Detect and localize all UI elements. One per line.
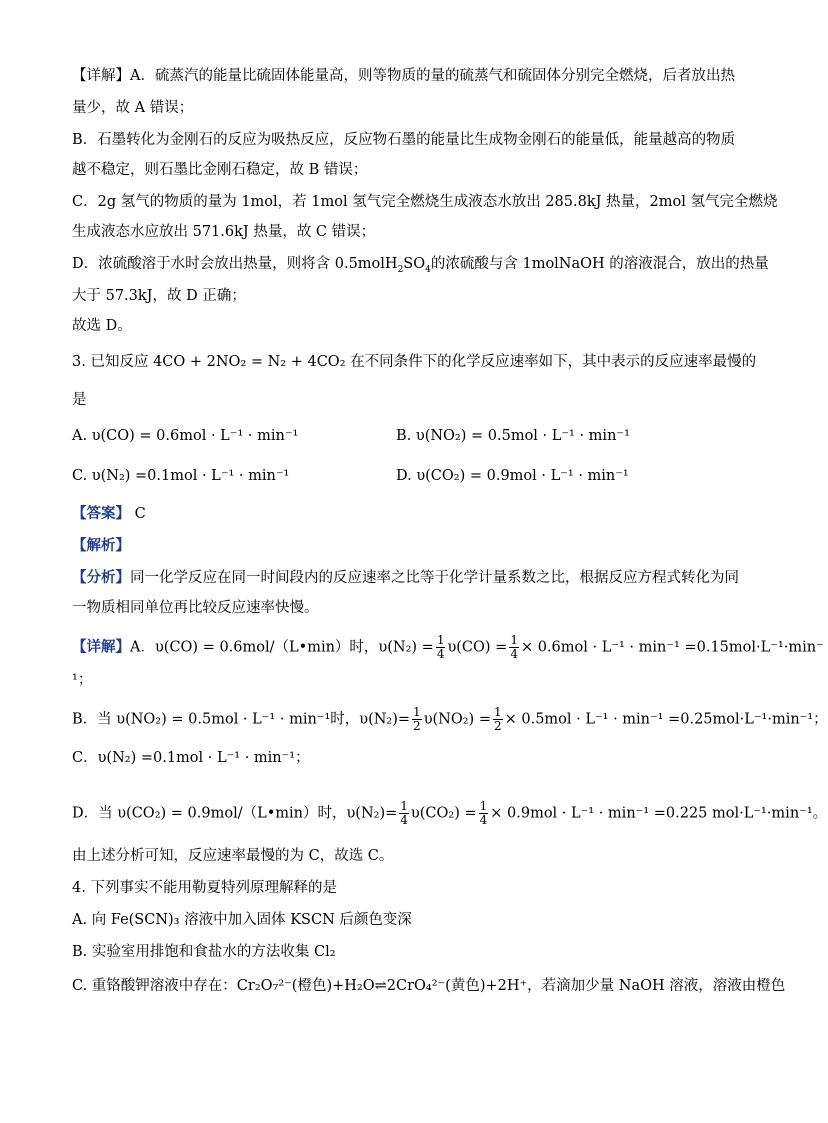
question-4: 4. 下列事实不能用勒夏特列原理解释的是: [72, 880, 337, 896]
text-line: B．石墨转化为金刚石的反应为吸热反应，反应物石墨的能量比生成物金刚石的能量低，能量越高的物质: [72, 132, 736, 148]
conclusion: 由上述分析可知，反应速率最慢的为 C，故选 C。: [72, 848, 394, 864]
option-c: C. υ(N₂) =0.1mol · L⁻¹ · min⁻¹: [72, 468, 290, 484]
text-segment: D．浓硫酸溶于水时会放出热量，则将含 0.5molH: [72, 256, 398, 272]
text-segment: × 0.6mol · L⁻¹ · min⁻¹ =0.15mol·L⁻¹·min⁻: [520, 639, 824, 656]
text-line: 是: [72, 392, 87, 408]
fraction: $\frac{1}{2}$: [413, 705, 421, 733]
text-line: D．浓硫酸溶于水时会放出热量，则将含 $0.5molH_2SO_4$的浓硫酸与含 1molNaOH 的溶液混合，放出的热量: [72, 256, 769, 275]
detail-tag: 【详解】: [72, 639, 130, 656]
answer-tag: 【答案】: [72, 506, 130, 522]
text-line: C．2g 氢气的物质的量为 1mol，若 1mol 氢气完全燃烧生成液态水放出 285.8kJ 热量，2mol 氢气完全燃烧: [72, 194, 778, 210]
text-segment: 同一化学反应在同一时间段内的反应速率之比等于化学计量系数之比，根据反应方程式转化为同: [130, 570, 739, 586]
text-line: 故选 D。: [72, 318, 132, 334]
detail-d: [72, 800, 827, 827]
text-segment: D．当 υ(CO₂) = 0.9mol/（L•min）时，υ(N₂)=: [72, 805, 398, 822]
text-segment: 在不同条件下的化学反应速率如下，其中表示的反应速率最慢的: [350, 354, 757, 370]
fraction: $\frac{1}{4}$: [510, 633, 518, 661]
text-line: 一物质相同单位再比较反应速率快慢。: [72, 600, 319, 616]
option-b: B. 实验室用排饱和食盐水的方法收集 Cl₂: [72, 944, 336, 960]
text-segment: SO: [403, 256, 426, 272]
answer-value: C: [134, 506, 146, 522]
text-segment: υ(CO) =: [447, 639, 508, 656]
text-line: 【详解】A．硫蒸汽的能量比硫固体能量高，则等物质的量的硫蒸气和硫固体分别完全燃烧，后者放出热: [72, 68, 735, 84]
text-segment: B．当 υ(NO₂) = 0.5mol · L⁻¹ · min⁻¹时，υ(N₂)=: [72, 711, 411, 728]
text-segment: 的浓硫酸与含 1molNaOH 的溶液混合，放出的热量: [430, 256, 769, 272]
fraction: $\frac{1}{4}$: [400, 799, 408, 827]
text-line: 生成液态水应放出 571.6kJ 热量，故 C 错误；: [72, 224, 376, 240]
text-segment: A．υ(CO) = 0.6mol/（L•min）时，υ(N₂) =: [130, 639, 434, 656]
option-b: B. υ(NO₂) = 0.5mol · L⁻¹ · min⁻¹: [396, 428, 630, 444]
fenxi-line: [72, 568, 739, 588]
fraction: $\frac{1}{2}$: [493, 705, 502, 733]
option-d: D. υ(CO₂) = 0.9mol · L⁻¹ · min⁻¹: [396, 468, 629, 484]
text-segment: υ(NO₂) =: [423, 711, 491, 728]
fraction: $\frac{1}{4}$: [479, 799, 488, 827]
analysis-heading: [72, 536, 130, 556]
detail-b: [72, 706, 828, 733]
text-segment: × 0.9mol · L⁻¹ · min⁻¹ =0.225 mol·L⁻¹·min⁻¹。: [490, 805, 828, 822]
text-line: ¹；: [72, 672, 93, 688]
equation: 4CO + 2NO₂ = N₂ + 4CO₂: [153, 354, 346, 370]
option-a: A. 向 Fe(SCN)₃ 溶液中加入固体 KSCN 后颜色变深: [72, 912, 412, 928]
text-line: 大于 57.3kJ，故 D 正确；: [72, 288, 246, 304]
text-segment: 3. 已知反应: [72, 354, 149, 370]
option-a: A. υ(CO) = 0.6mol · L⁻¹ · min⁻¹: [72, 428, 299, 444]
text-segment: υ(CO₂) =: [410, 805, 477, 822]
answer-line: [72, 504, 146, 524]
option-c: C. 重铬酸钾溶液中存在：Cr₂O₇²⁻(橙色)+H₂O⇌2CrO₄²⁻(黄色)+2H⁺，若滴加少量 NaOH 溶液，溶液由橙色: [72, 978, 786, 994]
text-segment: × 0.5mol · L⁻¹ · min⁻¹ =0.25mol·L⁻¹·min⁻¹；: [504, 711, 828, 728]
analysis-tag: 【解析】: [72, 538, 130, 554]
detail-c: C．υ(N₂) =0.1mol · L⁻¹ · min⁻¹；: [72, 750, 310, 766]
text-line: 量少，故 A 错误；: [72, 100, 194, 116]
question-3: [72, 352, 756, 372]
text-line: 越不稳定，则石墨比金刚石稳定，故 B 错误；: [72, 162, 368, 178]
fenxi-tag: 【分析】: [72, 570, 130, 586]
fraction: $\frac{1}{4}$: [436, 633, 445, 661]
detail-a: [72, 634, 824, 661]
